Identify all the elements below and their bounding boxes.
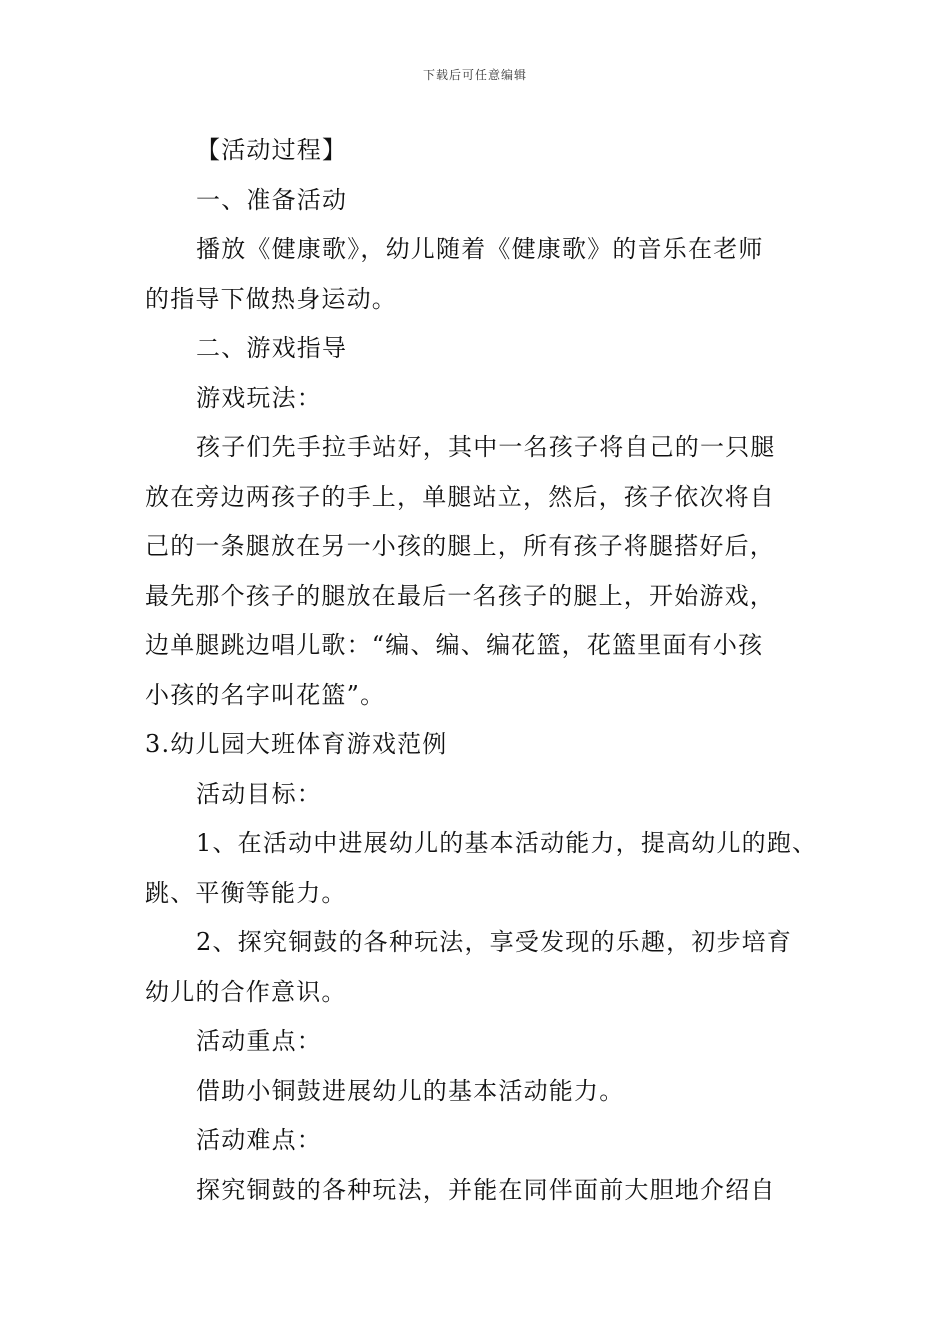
subheading-game-guidance: 二、游戏指导 [196, 334, 348, 362]
subheading-preparation: 一、准备活动 [196, 185, 348, 214]
paragraph-line: 借助小铜鼓进展幼儿的基本活动能力。 [196, 1076, 625, 1105]
section-heading-activity-process: 【活动过程】 [196, 136, 348, 164]
paragraph-line: 跳、平衡等能力。 [145, 878, 347, 907]
paragraph-line: 的指导下做热身运动。 [145, 284, 397, 313]
paragraph-line: 放在旁边两孩子的手上，单腿站立，然后，孩子依次将自 [145, 482, 775, 511]
paragraph-line: 幼儿的合作意识。 [145, 977, 347, 1006]
paragraph-line: 边单腿跳边唱儿歌：“编、编、编花篮，花篮里面有小孩 [145, 631, 764, 659]
label-activity-focus: 活动重点： [196, 1027, 322, 1055]
document-body [145, 126, 825, 1215]
page-header-note: 下载后可任意编辑 [422, 68, 527, 82]
paragraph-line: 孩子们先手拉手站好，其中一名孩子将自己的一只腿 [196, 433, 776, 461]
paragraph-line: 己的一条腿放在另一小孩的腿上，所有孩子将腿搭好后， [145, 532, 775, 560]
paragraph-line: 2、探究铜鼓的各种玩法，享受发现的乐趣，初步培育 [196, 928, 793, 956]
label-activity-goals: 活动目标： [196, 779, 322, 808]
paragraph-line: 探究铜鼓的各种玩法，并能在同伴面前大胆地介绍自 [196, 1175, 776, 1204]
section-title-example-3: 3.幼儿园大班体育游戏范例 [145, 730, 448, 758]
paragraph-line: 播放《健康歌》，幼儿随着《健康歌》的音乐在老师 [196, 235, 764, 263]
paragraph-line: 最先那个孩子的腿放在最后一名孩子的腿上，开始游戏， [145, 581, 775, 610]
label-activity-difficulty: 活动难点： [196, 1126, 322, 1154]
label-game-method: 游戏玩法： [196, 383, 322, 412]
paragraph-line: 1、在活动中进展幼儿的基本活动能力，提高幼儿的跑、 [196, 829, 818, 857]
paragraph-line: 小孩的名字叫花篮”。 [145, 680, 386, 709]
